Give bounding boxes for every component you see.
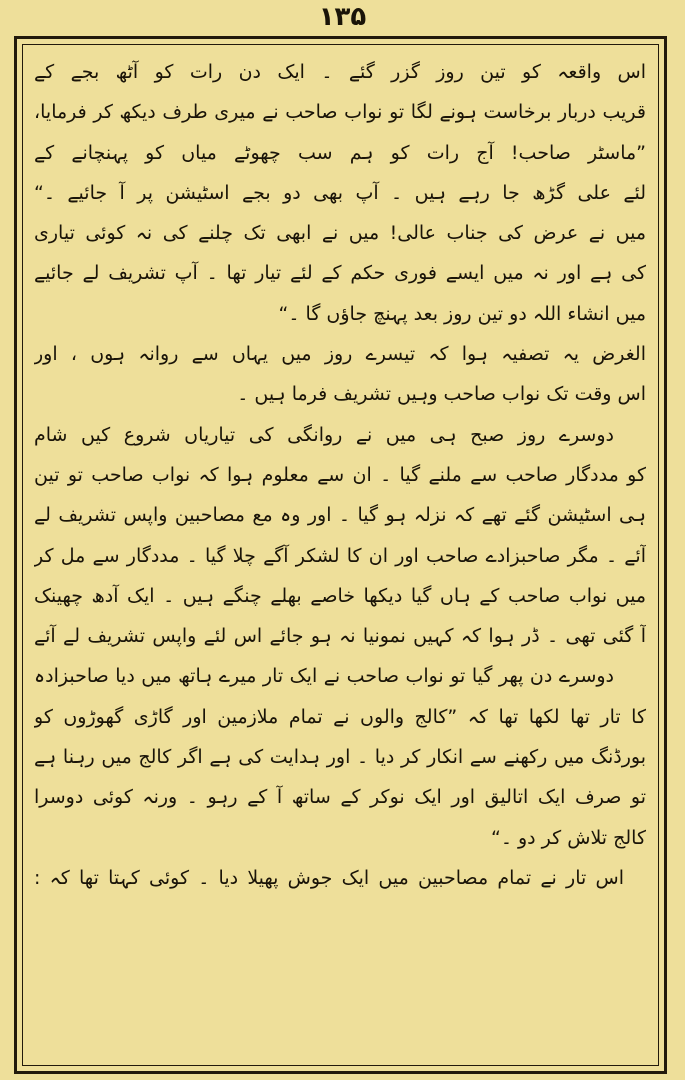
text-line: کا تار تھا لکھا تھا کہ ”کالج والوں نے تمام ملازمین اور گاڑی گھوڑوں کو [34,705,646,728]
text-line: میں نے عرض کی جناب عالی! میں نے ابھی تک چلنے کی نہ کوئی تیاری [34,222,646,245]
text-line: الغرض یہ تصفیہ ہوا کہ تیسرے روز میں یہاں سے روانہ ہوں ، اور [34,343,646,366]
text-line: کو مددگار صاحب سے ملنے گیا ۔ ان سے معلوم ہوا کہ نواب صاحب تو تین [34,463,646,486]
page-number: ۱۳۵ [318,2,367,32]
text-line: آ گئی تھی ۔ ڈر ہوا کہ کہیں نمونیا نہ ہو جائے اس لئے واپس تشریف لے آئے [34,625,646,648]
text-line: قریب دربار برخاست ہونے لگا تو نواب صاحب نے میری طرف دیکھ کر فرمایا، [34,101,646,124]
text-line: میں نواب صاحب کے ہاں گیا دیکھا خاصے بھلے چنگے ہیں ۔ ایک آدھ چھینک [34,584,646,607]
text-line: اس تار نے تمام مصاحبین میں ایک جوش پھیلا دیا ۔ کوئی کہتا تھا کہ : [34,866,624,889]
text-line: آئے ۔ مگر صاحبزادے صاحب اور ان کا لشکر آگے چلا گیا ۔ مددگار سے مل کر [34,544,646,567]
text-line: دوسرے دن پھر گیا تو نواب صاحب نے ایک تار میرے ہاتھ میں دیا صاحبزادہ [34,665,614,688]
text-line: کالج تلاش کر دو ۔“ [490,826,646,849]
text-line: لئے علی گڑھ جا رہے ہیں ۔ آپ بھی دو بجے اسٹیشن پر آ جائیے ۔“ [34,181,646,204]
text-line: اس وقت تک نواب صاحب وہیں تشریف فرما ہیں ۔ [237,383,646,406]
text-line: اس واقعہ کو تین روز گزر گئے ۔ ایک دن رات کو آٹھ بجے کے [34,61,646,83]
text-line: کی ہے اور نہ میں ایسے فوری حکم کے لئے تیار تھا ۔ آپ تشریف لے جائیے [34,262,646,285]
text-line: ”ماسٹر صاحب! آج رات کو ہم سب چھوٹے میاں کو پہنچانے کے [34,141,646,164]
text-line: تو صرف ایک اتالیق اور ایک نوکر کے ساتھ آ کے رہو ۔ ورنہ کوئی دوسرا [34,786,646,809]
text-line: بورڈنگ میں رکھنے سے انکار کر دیا ۔ اور ہدایت کی ہے اگر کالج میں رہنا ہے [34,746,646,769]
text-line: دوسرے روز صبح ہی میں نے روانگی کی تیاریاں شروع کیں شام [34,423,614,446]
text-line: ہی اسٹیشن گئے تھے کہ نزلہ ہو گیا ۔ اور وہ مع مصاحبین واپس تشریف لے [34,504,646,527]
text-line: میں انشاء اللہ دو تین روز بعد پہنچ جاؤں گا ۔“ [278,302,646,325]
page-body-text [34,52,646,1062]
